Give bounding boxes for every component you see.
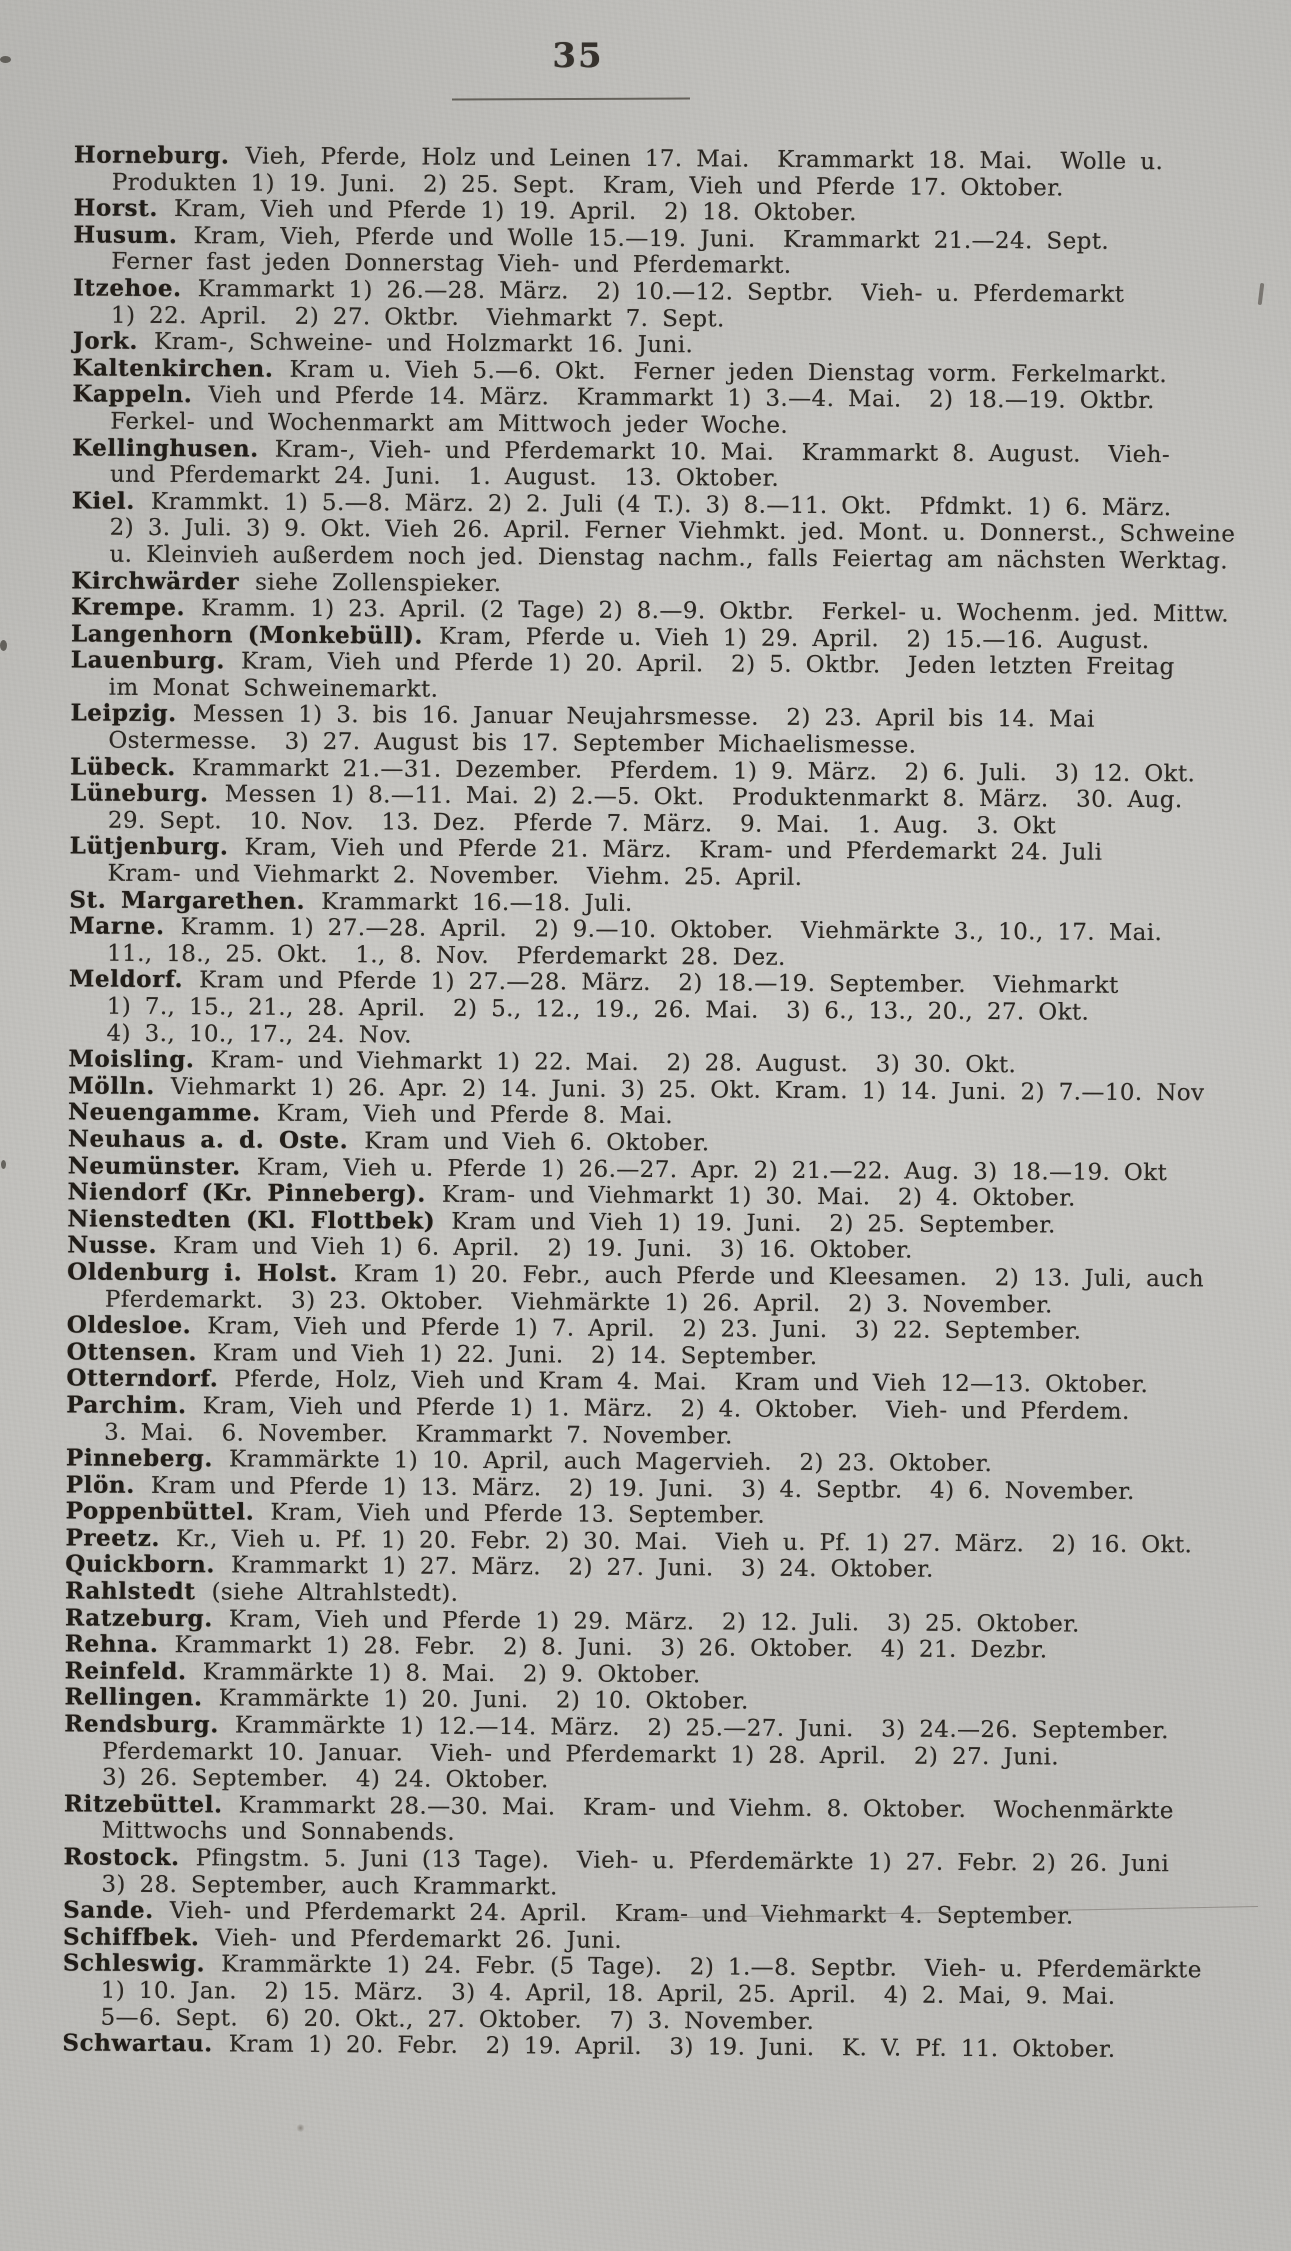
market-entry bbox=[71, 488, 1241, 575]
market-entry bbox=[68, 967, 1238, 1054]
entry-continuation-line: Ferkel- und Wochenmarkt am Mittwoch jeder Woche. bbox=[110, 408, 789, 439]
town-name: Nusse. bbox=[67, 1231, 158, 1260]
town-name: Neuengamme. bbox=[68, 1098, 261, 1127]
entry-continuation-line: Ferner fast jeden Donnerstag Vieh- und Pferdemarkt. bbox=[111, 249, 792, 280]
town-name: Kaltenkirchen. bbox=[72, 354, 274, 383]
entry-continuation-line: 3) 26. September. 4) 24. Oktober. bbox=[101, 1764, 549, 1794]
town-name: Husum. bbox=[73, 221, 178, 249]
town-name: Itzehoe. bbox=[73, 274, 182, 303]
town-name: Lübeck. bbox=[70, 753, 177, 781]
entry-continuation-line: 5—6. Sept. 6) 20. Okt., 27. Oktober. 7) 3. November. bbox=[100, 2004, 815, 2035]
entry-continuation-line: im Monat Schweinemarkt. bbox=[108, 674, 439, 703]
entry-continuation-line: 11., 18., 25. Okt. 1., 8. Nov. Pferdemarkt 28. Dez. bbox=[106, 940, 786, 971]
town-name: Rehna. bbox=[64, 1630, 159, 1659]
town-name: Rahlstedt bbox=[65, 1577, 196, 1606]
market-dates: Krammärkte 1) 12.—14. März. 2) 25.—27. Juni. 3) 24.—26. September. bbox=[234, 1712, 1169, 1745]
town-name: Neuhaus a. d. Oste. bbox=[67, 1125, 349, 1155]
town-name: Lüneburg. bbox=[69, 779, 209, 808]
market-entry bbox=[72, 382, 1242, 442]
market-dates: Krammärkte 1) 24. Febr. (5 Tage). 2) 1.—8. Septbr. Vieh- u. Pferdemärkte bbox=[221, 1951, 1202, 1984]
market-dates: Kram und Pferde 1) 27.—28. März. 2) 18.—19. September. Viehmarkt bbox=[199, 967, 1119, 1000]
entry-continuation-line: 1) 7., 15., 21., 28. April. 2) 5., 12., 19., 26. Mai. 3) 6., 13., 20., 27. Okt. bbox=[106, 993, 1090, 1026]
market-entry bbox=[70, 781, 1240, 841]
market-dates: Kram und Vieh 6. Oktober. bbox=[364, 1128, 710, 1157]
market-dates: Kram, Vieh, Pferde und Wolle 15.—19. Juni. Krammarkt 21.—24. Sept. bbox=[193, 222, 1110, 255]
entry-continuation-line: 3) 28. September, auch Krammarkt. bbox=[101, 1871, 558, 1901]
town-name: Kappeln. bbox=[72, 380, 193, 409]
entry-continuation-line: 29. Sept. 10. Nov. 13. Dez. Pferde 7. März. 9. Mai. 1. Aug. 3. Okt bbox=[107, 807, 1057, 840]
market-dates: Kram und Vieh 1) 6. April. 2) 19. Juni. 3) 16. Oktober. bbox=[173, 1233, 913, 1264]
town-name: Horst. bbox=[73, 194, 159, 223]
town-name: Reinfeld. bbox=[64, 1657, 187, 1685]
town-name: Ottensen. bbox=[66, 1338, 198, 1366]
market-dates: Kram, Vieh und Pferde 8. Mai. bbox=[276, 1101, 674, 1130]
town-name: Langenhorn (Monkebüll). bbox=[70, 620, 424, 650]
town-name: Leipzig. bbox=[70, 699, 177, 728]
town-name: Schiffbek. bbox=[62, 1923, 200, 1952]
town-name: Kiel. bbox=[71, 487, 136, 515]
market-dates: Kram- und Viehmarkt 1) 22. Mai. 2) 28. August. 3) 30. Okt. bbox=[210, 1047, 1017, 1079]
market-dates: Kram, Vieh und Pferde 1) 29. März. 2) 12. Juli. 3) 25. Oktober. bbox=[228, 1606, 1080, 1638]
town-name: Moisling. bbox=[68, 1045, 195, 1074]
market-dates: Kram u. Vieh 5.—6. Okt. Ferner jeden Dienstag vorm. Ferkelmarkt. bbox=[289, 356, 1168, 388]
market-dates: Krammkt. 1) 5.—8. März. 2) 2. Juli (4 T.). 3) 8.—11. Okt. Pfdmkt. 1) 6. März. bbox=[150, 488, 1172, 521]
town-name: Horneburg. bbox=[73, 141, 230, 170]
entry-continuation-line: Pferdemarkt. 3) 23. Oktober. Viehmärkte 1) 26. April. 2) 3. November. bbox=[104, 1286, 1053, 1318]
market-dates: Krammärkte 1) 10. April, auch Magervieh. 2) 23. Oktober. bbox=[228, 1446, 993, 1478]
market-dates: Kram und Vieh 1) 22. Juni. 2) 14. September. bbox=[212, 1340, 818, 1370]
header-rule bbox=[452, 97, 690, 100]
entry-continuation-line: 3. Mai. 6. November. Krammarkt 7. November. bbox=[104, 1419, 733, 1449]
market-dates: Viehmarkt 1) 26. Apr. 2) 14. Juni. 3) 25. Okt. Kram. 1) 14. Juni. 2) 7.—10. Nov bbox=[170, 1073, 1205, 1107]
market-dates: Kram, Vieh und Pferde 13. September. bbox=[270, 1499, 766, 1529]
market-dates: Kram, Vieh und Pferde 1) 19. April. 2) 18. Oktober. bbox=[173, 196, 857, 227]
market-entry bbox=[64, 1791, 1234, 1851]
town-name: Otterndorf. bbox=[66, 1364, 219, 1393]
town-name: Lütjenburg. bbox=[69, 832, 229, 861]
town-name: Quickborn. bbox=[65, 1550, 216, 1579]
market-dates: Kram-, Vieh- und Pferdemarkt 10. Mai. Krammarkt 8. August. Vieh- bbox=[274, 436, 1171, 468]
market-dates: Kram-, Schweine- und Holzmarkt 16. Juni. bbox=[154, 329, 694, 359]
town-name: Schwartau. bbox=[62, 2029, 213, 2058]
entry-continuation-line: Kram- und Viehmarkt 2. November. Viehm. 25. April. bbox=[107, 860, 803, 891]
market-dates: Kramm. 1) 27.—28. April. 2) 9.—10. Oktober. Viehmärkte 3., 10., 17. Mai. bbox=[180, 914, 1163, 947]
market-entry bbox=[67, 1259, 1237, 1319]
market-entry bbox=[73, 222, 1243, 282]
market-entry bbox=[74, 142, 1244, 202]
market-dates: Kram, Pferde u. Vieh 1) 29. April. 2) 15.—16. August. bbox=[439, 623, 1150, 654]
market-dates: Vieh- und Pferdemarkt 24. April. Kram- und Viehmarkt 4. September. bbox=[169, 1898, 1074, 1930]
market-entry bbox=[70, 701, 1240, 761]
entry-first-line bbox=[62, 2031, 1232, 2065]
market-calendar-list bbox=[62, 142, 1244, 2064]
market-dates: Krammarkt 28.—30. Mai. Kram- und Viehm. 8. Oktober. Wochenmärkte bbox=[238, 1792, 1174, 1824]
town-name: Meldorf. bbox=[68, 965, 184, 994]
market-dates: Krammärkte 1) 20. Juni. 2) 10. Oktober. bbox=[218, 1685, 749, 1716]
market-entry bbox=[72, 435, 1242, 495]
market-dates: Kram, Vieh u. Pferde 1) 26.—27. Apr. 2) 21.—22. Aug. 3) 18.—19. Okt bbox=[256, 1154, 1168, 1186]
market-dates: Kram, Vieh und Pferde 1) 1. März. 2) 4. Oktober. Vieh- und Pferdem. bbox=[202, 1393, 1130, 1425]
market-dates: Messen 1) 8.—11. Mai. 2) 2.—5. Okt. Produktenmarkt 8. März. 30. Aug. bbox=[224, 781, 1183, 814]
market-dates: Kramm. 1) 23. April. (2 Tage) 2) 8.—9. Oktbr. Ferkel- u. Wochenm. jed. Mittw. bbox=[201, 595, 1230, 628]
town-name: Lauenburg. bbox=[70, 646, 226, 675]
margin-pencil-mark bbox=[1258, 283, 1265, 305]
market-dates: Kram und Vieh 1) 19. Juni. 2) 25. September. bbox=[451, 1208, 1056, 1239]
market-entry bbox=[66, 1392, 1236, 1452]
town-name: Rellingen. bbox=[64, 1683, 203, 1712]
market-dates: Kram, Vieh und Pferde 21. März. Kram- und Pferdemarkt 24. Juli bbox=[244, 834, 1103, 867]
town-name: Rostock. bbox=[63, 1843, 180, 1872]
market-dates: Krammärkte 1) 8. Mai. 2) 9. Oktober. bbox=[202, 1659, 701, 1689]
town-name: Oldesloe. bbox=[66, 1311, 192, 1340]
market-entry bbox=[62, 1951, 1232, 2038]
entry-continuation-line: Mittwochs und Sonnabends. bbox=[101, 1818, 456, 1847]
market-entry bbox=[69, 914, 1239, 974]
town-name: Neumünster. bbox=[67, 1151, 241, 1181]
scan-speckle bbox=[0, 640, 7, 651]
market-dates: Vieh, Pferde, Holz und Leinen 17. Mai. Krammarkt 18. Mai. Wolle u. bbox=[245, 143, 1164, 176]
entry-continuation-line: Produkten 1) 19. Juni. 2) 25. Sept. Kram, Vieh und Pferde 17. Oktober. bbox=[111, 169, 1064, 202]
market-dates: Kram 1) 20. Febr. 2) 19. April. 3) 19. Juni. K. V. Pf. 11. Oktober. bbox=[228, 2031, 1116, 2063]
market-dates: Pferde, Holz, Vieh und Kram 4. Mai. Kram und Vieh 12—13. Oktober. bbox=[234, 1366, 1149, 1399]
market-entry bbox=[63, 1844, 1233, 1904]
market-dates: Vieh und Pferde 14. März. Krammarkt 1) 3.—4. Mai. 2) 18.—19. Oktbr. bbox=[208, 382, 1155, 415]
entry-continuation-line: und Pferdemarkt 24. Juni. 1. August. 13. Oktober. bbox=[109, 461, 780, 492]
town-name: Sande. bbox=[63, 1896, 154, 1925]
town-name: Krempe. bbox=[71, 593, 186, 622]
scan-smudge bbox=[296, 2124, 305, 2132]
entry-continuation-line: u. Kleinvieh außerdem noch jed. Dienstag nachm., falls Feiertag am nächsten Werktag. bbox=[109, 541, 1229, 575]
market-dates: Kram 1) 20. Febr., auch Pferde und Kleesamen. 2) 13. Juli, auch bbox=[353, 1261, 1205, 1293]
market-entry bbox=[69, 834, 1239, 894]
scan-speckle bbox=[1, 1160, 6, 1169]
town-name: Kellinghusen. bbox=[72, 433, 259, 463]
town-name: Oldenburg i. Holst. bbox=[67, 1258, 338, 1287]
market-dates: Messen 1) 3. bis 16. Januar Neujahrsmesse. 2) 23. April bis 14. Mai bbox=[192, 701, 1095, 734]
town-name: St. Margarethen. bbox=[69, 886, 306, 915]
market-entry bbox=[73, 275, 1243, 335]
market-dates: Kram- und Viehmarkt 1) 30. Mai. 2) 4. Oktober. bbox=[441, 1181, 1076, 1212]
scan-speckle bbox=[0, 56, 11, 63]
entry-continuation-line: 2) 3. Juli. 3) 9. Okt. Vieh 26. April. Ferner Viehmkt. jed. Mont. u. Donnerst., Schweine bbox=[109, 514, 1236, 548]
entry-continuation-line: 1) 22. April. 2) 27. Oktbr. Viehmarkt 7. Sept. bbox=[110, 302, 725, 332]
town-name: Pinneberg. bbox=[65, 1444, 214, 1473]
town-name: Poppenbüttel. bbox=[65, 1497, 255, 1526]
town-name: Mölln. bbox=[68, 1072, 155, 1100]
market-dates: Kram, Vieh und Pferde 1) 7. April. 2) 23. Juni. 3) 22. September. bbox=[207, 1313, 1082, 1345]
town-name: Ratzeburg. bbox=[64, 1604, 213, 1632]
market-dates: Kr., Vieh u. Pf. 1) 20. Febr. 2) 30. Mai. Vieh u. Pf. 1) 27. März. 2) 16. Okt. bbox=[175, 1525, 1193, 1559]
market-dates: Krammarkt 1) 28. Febr. 2) 8. Juni. 3) 26. Oktober. 4) 21. Dezbr. bbox=[174, 1632, 1048, 1664]
town-name: Nienstedten (Kl. Flottbek) bbox=[67, 1205, 436, 1235]
market-dates: Kram und Pferde 1) 13. März. 2) 19. Juni. 3) 4. Septbr. 4) 6. November. bbox=[150, 1472, 1135, 1505]
market-dates: (siehe Altrahlstedt). bbox=[211, 1579, 459, 1607]
entry-continuation-line: 1) 10. Jan. 2) 15. März. 3) 4. April, 18. April, 25. April. 4) 2. Mai, 9. Mai. bbox=[100, 1977, 1116, 2010]
market-dates: Krammarkt 21.—31. Dezember. Pferdem. 1) 9. März. 2) 6. Juli. 3) 12. Okt. bbox=[191, 754, 1196, 787]
town-name: Parchim. bbox=[66, 1391, 187, 1420]
market-entry bbox=[64, 1711, 1234, 1798]
market-dates: Kram, Vieh und Pferde 1) 20. April. 2) 5. Oktbr. Jeden letzten Freitag bbox=[240, 648, 1175, 681]
town-name: Niendorf (Kr. Pinneberg). bbox=[67, 1178, 427, 1208]
town-name: Marne. bbox=[69, 912, 165, 941]
town-name: Rendsburg. bbox=[64, 1710, 219, 1739]
market-dates: Pfingstm. 5. Juni (13 Tage). Vieh- u. Pferdemärkte 1) 27. Febr. 2) 26. Juni bbox=[195, 1845, 1170, 1878]
market-entry bbox=[62, 2031, 1232, 2065]
town-name: Jork. bbox=[72, 327, 139, 355]
market-dates: Krammarkt 1) 27. März. 2) 27. Juni. 3) 24. Oktober. bbox=[230, 1552, 934, 1584]
market-entry bbox=[71, 648, 1241, 708]
town-name: Plön. bbox=[65, 1471, 136, 1499]
town-name: Schleswig. bbox=[62, 1949, 206, 1978]
town-name: Kirchwärder bbox=[71, 566, 240, 595]
town-name: Preetz. bbox=[65, 1524, 161, 1552]
market-dates: Krammarkt 1) 26.—28. März. 2) 10.—12. Septbr. Vieh- u. Pferdemarkt bbox=[197, 276, 1125, 308]
market-dates: Vieh- und Pferdemarkt 26. Juni. bbox=[215, 1925, 623, 1954]
market-dates: Krammarkt 16.—18. Juli. bbox=[321, 888, 633, 917]
market-dates: siehe Zollenspieker. bbox=[255, 569, 502, 597]
town-name: Ritzebüttel. bbox=[63, 1790, 223, 1819]
page-number: 35 bbox=[552, 36, 604, 76]
entry-continuation-line: Pferdemarkt 10. Januar. Vieh- und Pferdemarkt 1) 28. April. 2) 27. Juni. bbox=[102, 1738, 1060, 1771]
entry-continuation-line: 4) 3., 10., 17., 24. Nov. bbox=[106, 1020, 412, 1049]
entry-continuation-line: Ostermesse. 3) 27. August bis 17. September Michaelismesse. bbox=[108, 727, 917, 759]
